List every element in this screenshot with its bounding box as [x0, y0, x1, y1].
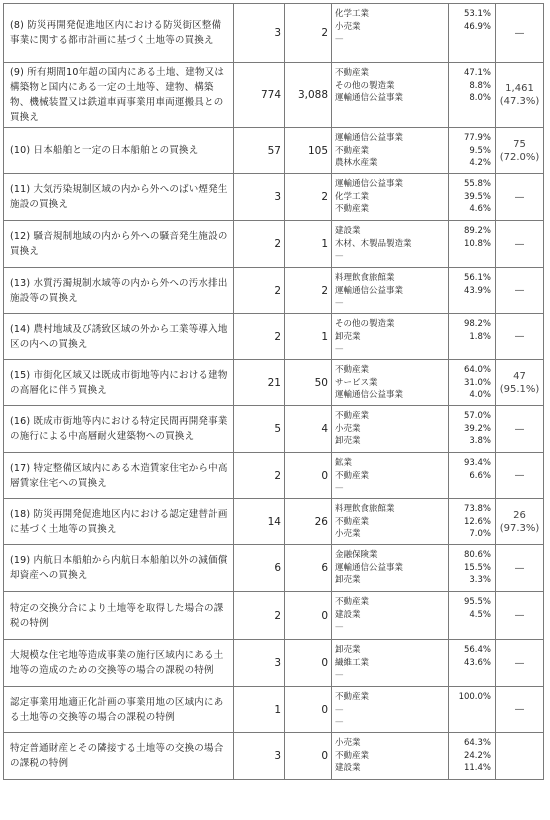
industry-name: 卸売業	[335, 436, 361, 447]
share-percent	[449, 343, 491, 356]
industry-name: 運輸通信公益事業	[335, 562, 404, 573]
count-value: 1	[234, 687, 285, 733]
largest-share-line: —	[514, 657, 525, 669]
count-value: 5	[234, 406, 285, 453]
share-percent: 1.8%	[469, 331, 491, 342]
share-percent: 93.4%	[463, 458, 491, 468]
amount-value: 0	[285, 733, 332, 780]
industry-name: 鉱業	[335, 458, 353, 468]
industry-list	[332, 4, 449, 63]
count-value: 6	[234, 545, 285, 592]
measure-name: (17) 特定整備区域内にある木造賃家住宅から中高層賃家住宅への買換え	[4, 453, 234, 499]
industry-list	[332, 268, 449, 314]
largest-share-value	[496, 4, 544, 63]
industry-name: 繊維工業	[335, 657, 370, 668]
largest-share-value	[496, 221, 544, 268]
industry-name: —	[335, 622, 344, 633]
share-percent: 43.6%	[463, 657, 491, 668]
industry-name: 不動産業	[335, 470, 370, 481]
share-percent	[449, 621, 491, 634]
industry-list	[332, 360, 449, 406]
measure-name: (10) 日本船舶と一定の日本船舶との買換え	[4, 128, 234, 174]
largest-share-value	[496, 733, 544, 780]
largest-share-value	[496, 640, 544, 687]
amount-value: 1	[285, 221, 332, 268]
amount-value: 1	[285, 314, 332, 360]
measure-name: (8) 防災再開発促進地区内における防災街区整備事業に関する都市計画に基づく土地等の買換え	[4, 4, 234, 63]
industry-list	[332, 733, 449, 780]
table-row	[4, 733, 544, 780]
share-percent: 15.5%	[463, 562, 491, 573]
share-list	[449, 63, 496, 128]
table-row	[4, 545, 544, 592]
count-value: 2	[234, 592, 285, 640]
largest-share-line: —	[514, 27, 525, 39]
industry-name: 建設業	[335, 609, 361, 620]
largest-share-line: —	[514, 704, 525, 715]
count-value: 2	[234, 453, 285, 499]
amount-value: 0	[285, 453, 332, 499]
largest-share-line: —	[514, 423, 525, 435]
table-body	[4, 4, 544, 780]
industry-name: —	[335, 251, 344, 262]
industry-list	[332, 128, 449, 174]
amount-value: 6	[285, 545, 332, 592]
share-list	[449, 221, 496, 268]
industry-list	[332, 174, 449, 221]
table-row	[4, 406, 544, 453]
share-percent: 57.0%	[463, 411, 491, 421]
industry-name: 金融保険業	[335, 550, 378, 560]
measure-name: (15) 市街化区域又は既成市街地等内における建物の高層化に伴う買換え	[4, 360, 234, 406]
largest-share-line: (95.1%)	[499, 383, 540, 395]
count-value: 2	[234, 268, 285, 314]
share-percent	[449, 716, 491, 729]
industry-list	[332, 687, 449, 733]
industry-name: 不動産業	[335, 204, 370, 215]
share-list	[449, 453, 496, 499]
largest-share-value	[496, 174, 544, 221]
industry-name: 卸売業	[335, 331, 361, 342]
amount-value: 26	[285, 499, 332, 545]
share-list	[449, 592, 496, 640]
industry-name: 小売業	[335, 738, 361, 748]
share-percent: 11.4%	[463, 763, 491, 774]
largest-share-value	[496, 592, 544, 640]
industry-name: —	[335, 34, 344, 45]
share-percent: 64.3%	[463, 738, 491, 748]
largest-share-line: 1,461	[505, 83, 534, 94]
share-percent: 4.2%	[469, 158, 491, 169]
amount-value: 3,088	[285, 63, 332, 128]
industry-list	[332, 314, 449, 360]
industry-name: 化学工業	[335, 9, 370, 19]
industry-name: 不動産業	[335, 365, 370, 375]
share-percent: 73.8%	[463, 504, 491, 514]
largest-share-value	[496, 499, 544, 545]
table-row	[4, 592, 544, 640]
share-percent: 3.3%	[469, 575, 491, 586]
measure-name: (13) 水質汚濁規制水域等の内から外への汚水排出施設等の買換え	[4, 268, 234, 314]
largest-share-line: —	[514, 238, 525, 250]
amount-value: 4	[285, 406, 332, 453]
largest-share-value	[496, 545, 544, 592]
industry-name: 小売業	[335, 21, 361, 32]
amount-value: 50	[285, 360, 332, 406]
share-percent: 3.8%	[469, 436, 491, 447]
count-value: 14	[234, 499, 285, 545]
industry-name: 不動産業	[335, 750, 370, 761]
share-percent: 55.8%	[463, 179, 491, 189]
share-percent: 43.9%	[463, 285, 491, 296]
count-value: 3	[234, 640, 285, 687]
industry-name: 不動産業	[335, 411, 370, 421]
share-list	[449, 545, 496, 592]
share-percent: 53.1%	[463, 9, 491, 19]
industry-name: 卸売業	[335, 645, 361, 655]
largest-share-line: —	[514, 285, 525, 296]
measure-name: (19) 内航日本船舶から内航日本船舶以外の減価償却資産への買換え	[4, 545, 234, 592]
table-row	[4, 499, 544, 545]
table-row	[4, 453, 544, 499]
share-percent	[449, 669, 491, 682]
industry-list	[332, 592, 449, 640]
industry-name: 建設業	[335, 226, 361, 236]
count-value: 3	[234, 733, 285, 780]
share-percent: 4.5%	[469, 609, 491, 620]
measure-name: (16) 既成市街地等内における特定民間再開発事業の施行による中高層耐火建築物への買換え	[4, 406, 234, 453]
share-percent: 4.6%	[469, 204, 491, 215]
industry-name: その他の製造業	[335, 319, 395, 329]
share-list	[449, 406, 496, 453]
largest-share-line: (97.3%)	[499, 522, 540, 534]
amount-value: 2	[285, 268, 332, 314]
industry-name: 農林水産業	[335, 158, 378, 169]
share-percent: 9.5%	[469, 145, 491, 156]
largest-share-line: 75	[513, 138, 526, 150]
measure-name: (18) 防災再開発促進地区内における認定建替計画に基づく土地等の買換え	[4, 499, 234, 545]
measure-name: (12) 騒音規制地域の内から外への騒音発生施設の買換え	[4, 221, 234, 268]
share-percent: 64.0%	[463, 365, 491, 375]
table-row	[4, 268, 544, 314]
share-percent	[449, 297, 491, 310]
count-value: 3	[234, 174, 285, 221]
industry-name: 不動産業	[335, 516, 370, 527]
share-percent: 47.1%	[463, 68, 491, 78]
industry-name: —	[335, 717, 344, 728]
industry-name: 木材、木製品製造業	[335, 238, 412, 249]
largest-share-line: 47	[513, 370, 526, 382]
industry-name: 不動産業	[335, 145, 370, 156]
share-percent	[449, 482, 491, 495]
table-row	[4, 221, 544, 268]
industry-name: その他の製造業	[335, 80, 395, 91]
largest-share-line: —	[514, 562, 525, 574]
count-value: 3	[234, 4, 285, 63]
share-list	[449, 499, 496, 545]
share-percent: 39.5%	[463, 191, 491, 202]
share-percent	[449, 704, 491, 717]
measure-name: 大規模な住宅地等造成事業の施行区域内にある土地等の造成のための交換等の場合の課税の特例	[4, 640, 234, 687]
count-value: 57	[234, 128, 285, 174]
table-row	[4, 687, 544, 733]
industry-name: 不動産業	[335, 68, 370, 78]
largest-share-value	[496, 687, 544, 733]
count-value: 2	[234, 221, 285, 268]
table-row	[4, 174, 544, 221]
share-percent: 8.8%	[469, 80, 491, 91]
measure-name: 特定の交換分合により土地等を取得した場合の課税の特例	[4, 592, 234, 640]
industry-list	[332, 63, 449, 128]
industry-name: 運輸通信公益事業	[335, 390, 404, 401]
count-value: 774	[234, 63, 285, 128]
industry-name: 料理飲食旅館業	[335, 273, 395, 283]
share-percent: 100.0%	[458, 692, 491, 702]
count-value: 2	[234, 314, 285, 360]
industry-name: 運輸通信公益事業	[335, 133, 404, 143]
largest-share-value	[496, 63, 544, 128]
industry-name: 化学工業	[335, 191, 370, 202]
share-percent	[449, 33, 491, 46]
share-list	[449, 314, 496, 360]
industry-name: 卸売業	[335, 575, 361, 586]
industry-name: 不動産業	[335, 597, 370, 607]
largest-share-line: (47.3%)	[499, 96, 540, 107]
share-percent: 12.6%	[463, 516, 491, 527]
largest-share-line: —	[514, 191, 525, 203]
amount-value: 2	[285, 174, 332, 221]
share-percent: 6.6%	[469, 470, 491, 481]
share-list	[449, 733, 496, 780]
industry-name: —	[335, 344, 344, 355]
share-list	[449, 268, 496, 314]
share-percent: 89.2%	[463, 226, 491, 236]
largest-share-value	[496, 128, 544, 174]
share-list	[449, 174, 496, 221]
largest-share-value	[496, 360, 544, 406]
industry-name: 料理飲食旅館業	[335, 504, 395, 514]
industry-list	[332, 406, 449, 453]
amount-value: 0	[285, 592, 332, 640]
industry-name: 不動産業	[335, 692, 370, 702]
industry-list	[332, 221, 449, 268]
measure-name: 認定事業用地適正化計画の事業用地の区域内にある土地等の交換等の場合の課税の特例	[4, 687, 234, 733]
industry-name: 小売業	[335, 529, 361, 540]
industry-list	[332, 640, 449, 687]
largest-share-value	[496, 314, 544, 360]
share-list	[449, 687, 496, 733]
share-percent	[449, 250, 491, 263]
largest-share-line: —	[514, 331, 525, 342]
industry-name: —	[335, 704, 344, 715]
industry-name: サービス業	[335, 377, 378, 388]
share-percent: 46.9%	[463, 21, 491, 32]
table-row	[4, 640, 544, 687]
industry-list	[332, 453, 449, 499]
share-percent: 4.0%	[469, 390, 491, 401]
industry-name: 小売業	[335, 423, 361, 434]
industry-list	[332, 545, 449, 592]
share-percent: 80.6%	[463, 550, 491, 560]
table-row	[4, 360, 544, 406]
statistics-table	[3, 3, 544, 780]
share-percent: 95.5%	[463, 597, 491, 607]
share-list	[449, 128, 496, 174]
amount-value: 2	[285, 4, 332, 63]
share-percent: 7.0%	[469, 529, 491, 540]
industry-list	[332, 499, 449, 545]
share-percent: 8.0%	[469, 93, 491, 104]
amount-value: 0	[285, 640, 332, 687]
share-percent: 77.9%	[463, 133, 491, 143]
largest-share-value	[496, 268, 544, 314]
table-row	[4, 128, 544, 174]
amount-value: 0	[285, 687, 332, 733]
table-row	[4, 314, 544, 360]
share-list	[449, 640, 496, 687]
largest-share-line: —	[514, 610, 525, 621]
share-percent: 56.1%	[463, 273, 491, 283]
industry-name: 運輸通信公益事業	[335, 285, 404, 296]
share-list	[449, 360, 496, 406]
share-percent: 98.2%	[463, 319, 491, 329]
share-percent: 39.2%	[463, 423, 491, 434]
share-percent: 24.2%	[463, 750, 491, 761]
share-percent: 56.4%	[463, 645, 491, 655]
industry-name: 運輸通信公益事業	[335, 179, 404, 189]
industry-name: —	[335, 483, 344, 494]
largest-share-value	[496, 453, 544, 499]
count-value: 21	[234, 360, 285, 406]
table-row	[4, 4, 544, 63]
measure-name: 特定普通財産とその隣接する土地等の交換の場合の課税の特例	[4, 733, 234, 780]
largest-share-line: —	[514, 470, 525, 481]
measure-name: (14) 農村地域及び誘致区域の外から工業等導入地区の内への買換え	[4, 314, 234, 360]
industry-name: —	[335, 670, 344, 681]
industry-name: 建設業	[335, 763, 361, 774]
industry-name: —	[335, 298, 344, 309]
measure-name: (11) 大気汚染規制区域の内から外へのばい煙発生施設の買換え	[4, 174, 234, 221]
industry-name: 運輸通信公益事業	[335, 93, 404, 104]
share-percent: 31.0%	[463, 377, 491, 388]
share-list	[449, 4, 496, 63]
largest-share-value	[496, 406, 544, 453]
table-row	[4, 63, 544, 128]
largest-share-line: (72.0%)	[499, 151, 540, 163]
measure-name: (9) 所有期間10年超の国内にある土地、建物又は構築物と国内にある一定の土地等、建物、構築物、機械装置又は鉄道車両事業用車両運搬具との買換え	[4, 63, 234, 128]
amount-value: 105	[285, 128, 332, 174]
largest-share-line: 26	[513, 509, 526, 521]
share-percent: 10.8%	[463, 238, 491, 249]
